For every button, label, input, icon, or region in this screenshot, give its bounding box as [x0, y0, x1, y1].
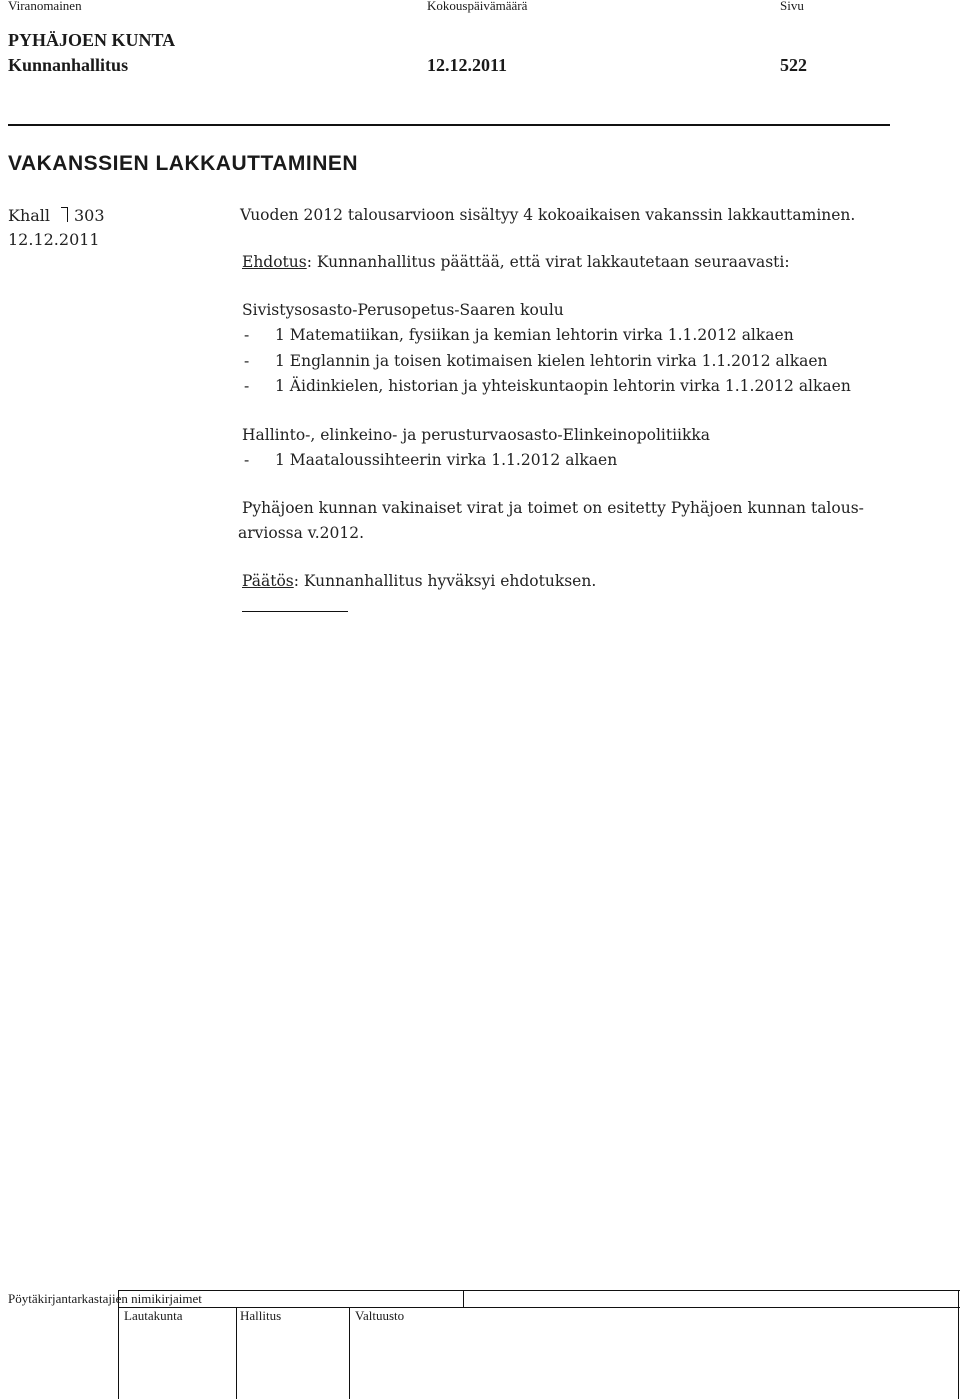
document-title: VAKANSSIEN LAKKAUTTAMINEN [8, 152, 359, 175]
footer-col-rule [349, 1307, 350, 1399]
footer-top-rule [118, 1290, 960, 1291]
decision-paragraph [242, 572, 596, 590]
section2-title: Hallinto-, elinkeino- ja perusturvaosasto-Elinkeinopolitiikka [242, 426, 711, 444]
list-item: 1 Äidinkielen, historian ja yhteiskuntaopin lehtorin virka 1.1.2012 alkaen [275, 377, 851, 395]
decision-label: Päätös [242, 572, 294, 590]
section-mark [61, 207, 68, 222]
municipality-name: PYHÄJOEN KUNTA [8, 30, 176, 50]
note-line-1: Pyhäjoen kunnan vakinaiset virat ja toimet on esitetty Pyhäjoen kunnan talous- [242, 499, 864, 517]
list-item: 1 Matematiikan, fysiikan ja kemian lehtorin virka 1.1.2012 alkaen [275, 326, 794, 344]
footer-col-lautakunta: Lautakunta [124, 1308, 183, 1323]
footer-divider [463, 1290, 464, 1307]
list-item: 1 Englannin ja toisen kotimaisen kielen lehtorin virka 1.1.2012 alkaen [275, 352, 828, 370]
authority-name: Kunnanhallitus [8, 55, 129, 75]
proposal-paragraph [242, 253, 790, 271]
header-page-label: Sivu [780, 0, 804, 13]
margin-ref-date: 12.12.2011 [8, 230, 100, 249]
proposal-label: Ehdotus [242, 253, 307, 271]
signatures-label: Pöytäkirjantarkastajien nimikirjaimet [8, 1291, 202, 1306]
list-bullet: - [244, 377, 250, 395]
intro-paragraph: Vuoden 2012 talousarvioon sisältyy 4 kokoaikaisen vakanssin lakkauttaminen. [240, 206, 856, 224]
list-item: 1 Maataloussihteerin virka 1.1.2012 alkaen [275, 451, 618, 469]
margin-ref-number: 303 [74, 206, 105, 225]
end-rule [242, 611, 348, 612]
header-divider [8, 124, 890, 126]
header-date-label: Kokouspäivämäärä [427, 0, 528, 13]
page-number: 522 [780, 55, 807, 75]
margin-ref-label: Khall [8, 206, 51, 225]
meeting-date: 12.12.2011 [427, 55, 508, 75]
proposal-text: : Kunnanhallitus päättää, että virat lakkautetaan seuraavasti: [306, 253, 790, 271]
footer-col-valtuusto: Valtuusto [355, 1308, 405, 1323]
list-bullet: - [244, 451, 250, 469]
list-bullet: - [244, 326, 250, 344]
note-line-2: arviossa v.2012. [238, 524, 364, 542]
section1-title: Sivistysosasto-Perusopetus-Saaren koulu [242, 301, 564, 319]
list-bullet: - [244, 352, 250, 370]
footer-col-rule [236, 1307, 237, 1399]
decision-text: : Kunnanhallitus hyväksyi ehdotuksen. [293, 572, 597, 590]
footer-col-hallitus: Hallitus [240, 1308, 282, 1323]
header-authority-label: Viranomainen [8, 0, 82, 13]
